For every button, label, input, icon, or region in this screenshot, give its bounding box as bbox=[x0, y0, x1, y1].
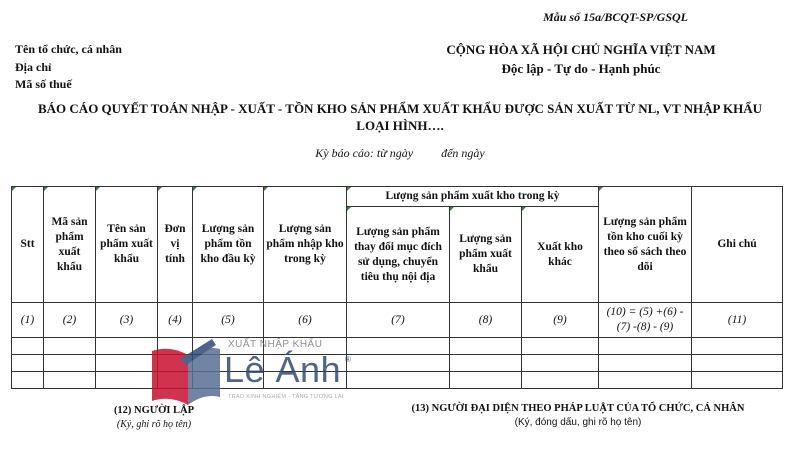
table-cell[interactable] bbox=[96, 372, 158, 389]
table-cell[interactable] bbox=[347, 355, 450, 372]
header-other-export: Xuất kho khác bbox=[522, 207, 599, 303]
representative-title: (13) NGƯỜI ĐẠI DIỆN THEO PHÁP LUẬT CỦA TỔ CHỨC, CÁ NHÂN bbox=[411, 403, 745, 414]
header-opening-stock: Lượng sản phẩm tồn kho đầu kỳ bbox=[193, 187, 264, 303]
watermark-tagline: TRAO KINH NGHIỆM - TẶNG TƯƠNG LAI bbox=[228, 394, 344, 400]
country-name: CỘNG HÒA XÃ HỘI CHỦ NGHĨA VIỆT NAM bbox=[446, 42, 716, 57]
table-row bbox=[12, 338, 783, 355]
header-closing-stock: Lượng sản phẩm tồn kho cuối kỳ theo sổ sách theo dõi bbox=[599, 187, 692, 303]
table-cell[interactable] bbox=[264, 372, 347, 389]
header-product-name: Tên sản phẩm xuất khẩu bbox=[96, 187, 158, 303]
table-row bbox=[12, 355, 783, 372]
table-cell[interactable] bbox=[692, 372, 783, 389]
table-cell[interactable] bbox=[158, 355, 193, 372]
form-code: Mẫu số 15a/BCQT-SP/GSQL bbox=[543, 10, 688, 24]
col-number: (8) bbox=[450, 303, 522, 338]
table-cell[interactable] bbox=[193, 338, 264, 355]
report-title-line1: BÁO CÁO QUYẾT TOÁN NHẬP - XUẤT - TỒN KHO SẢN PHẨM XUẤT KHẨU ĐƯỢC SẢN XUẤT TỪ NL, VT NHẬP KHẨU bbox=[38, 101, 762, 116]
table-cell[interactable] bbox=[522, 372, 599, 389]
table-cell[interactable] bbox=[450, 338, 522, 355]
table-cell[interactable] bbox=[599, 338, 692, 355]
preparer-title: (12) NGƯỜI LẬP bbox=[113, 405, 195, 416]
table-cell[interactable] bbox=[522, 338, 599, 355]
watermark-top-text: XUẤT NHẬP KHẨU bbox=[228, 339, 323, 350]
table-cell[interactable] bbox=[692, 338, 783, 355]
col-number: (7) bbox=[347, 303, 450, 338]
period-to-label: đến ngày bbox=[441, 146, 485, 160]
col-number: (11) bbox=[692, 303, 783, 338]
header-product-code: Mã sản phẩm xuất khẩu bbox=[44, 187, 96, 303]
col-number-formula: (10) = (5) +(6) - (7) -(8) - (9) bbox=[599, 303, 692, 338]
representative-note: (Ký, đóng dấu, ghi rõ họ tên) bbox=[514, 417, 642, 428]
header-export-group: Lượng sản phẩm xuất kho trong kỳ bbox=[347, 187, 599, 207]
col-number: (2) bbox=[44, 303, 96, 338]
table-cell[interactable] bbox=[96, 338, 158, 355]
national-motto: Độc lập - Tự do - Hạnh phúc bbox=[501, 61, 661, 76]
report-title bbox=[20, 100, 780, 134]
header-exported: Lượng sản phẩm xuất khẩu bbox=[450, 207, 522, 303]
report-period bbox=[0, 146, 800, 161]
table-cell[interactable] bbox=[96, 355, 158, 372]
header-note: Ghi chú bbox=[692, 187, 783, 303]
table-cell[interactable] bbox=[44, 338, 96, 355]
header-unit: Đơn vị tính bbox=[158, 187, 193, 303]
table-cell[interactable] bbox=[347, 338, 450, 355]
col-number: (5) bbox=[193, 303, 264, 338]
col-number: (1) bbox=[12, 303, 44, 338]
header-imported: Lượng sản phẩm nhập kho trong kỳ bbox=[264, 187, 347, 303]
table-row bbox=[12, 372, 783, 389]
col-number: (3) bbox=[96, 303, 158, 338]
table-cell[interactable] bbox=[44, 372, 96, 389]
national-header bbox=[402, 40, 760, 78]
table-cell[interactable] bbox=[264, 338, 347, 355]
table-cell[interactable] bbox=[44, 355, 96, 372]
table-cell[interactable] bbox=[347, 372, 450, 389]
column-number-row bbox=[12, 303, 783, 338]
table-cell[interactable] bbox=[599, 372, 692, 389]
period-from-label: Kỳ báo cáo: từ ngày bbox=[315, 146, 414, 160]
report-table bbox=[11, 186, 783, 389]
table-cell[interactable] bbox=[12, 355, 44, 372]
col-number: (6) bbox=[264, 303, 347, 338]
table-cell[interactable] bbox=[692, 355, 783, 372]
preparer-signature bbox=[74, 404, 234, 431]
table-cell[interactable] bbox=[12, 372, 44, 389]
watermark-registered: ® bbox=[345, 355, 351, 364]
table-cell[interactable] bbox=[450, 372, 522, 389]
table-cell[interactable] bbox=[158, 372, 193, 389]
org-tax-label: Mã số thuế bbox=[15, 77, 72, 91]
organization-info bbox=[15, 41, 122, 94]
table-cell[interactable] bbox=[12, 338, 44, 355]
table-header-row bbox=[12, 187, 783, 207]
table-cell[interactable] bbox=[522, 355, 599, 372]
header-stt: Stt bbox=[12, 187, 44, 303]
table-cell[interactable] bbox=[450, 355, 522, 372]
org-address-label: Địa chỉ bbox=[15, 59, 52, 74]
preparer-note: (Ký, ghi rõ họ tên) bbox=[116, 419, 192, 430]
representative-signature bbox=[398, 402, 758, 429]
table-cell[interactable] bbox=[193, 372, 264, 389]
table-cell[interactable] bbox=[264, 355, 347, 372]
col-number: (9) bbox=[522, 303, 599, 338]
watermark-brand: Lê Ánh bbox=[224, 349, 342, 390]
table-cell[interactable] bbox=[158, 338, 193, 355]
table-cell[interactable] bbox=[599, 355, 692, 372]
org-name-label: Tên tổ chức, cá nhân bbox=[15, 42, 122, 56]
header-changed-purpose: Lượng sản phẩm thay đổi mục đích sử dụng, chuyển tiêu thụ nội địa bbox=[347, 207, 450, 303]
table-cell[interactable] bbox=[193, 355, 264, 372]
report-title-line2: LOẠI HÌNH…. bbox=[356, 118, 444, 133]
col-number: (4) bbox=[158, 303, 193, 338]
